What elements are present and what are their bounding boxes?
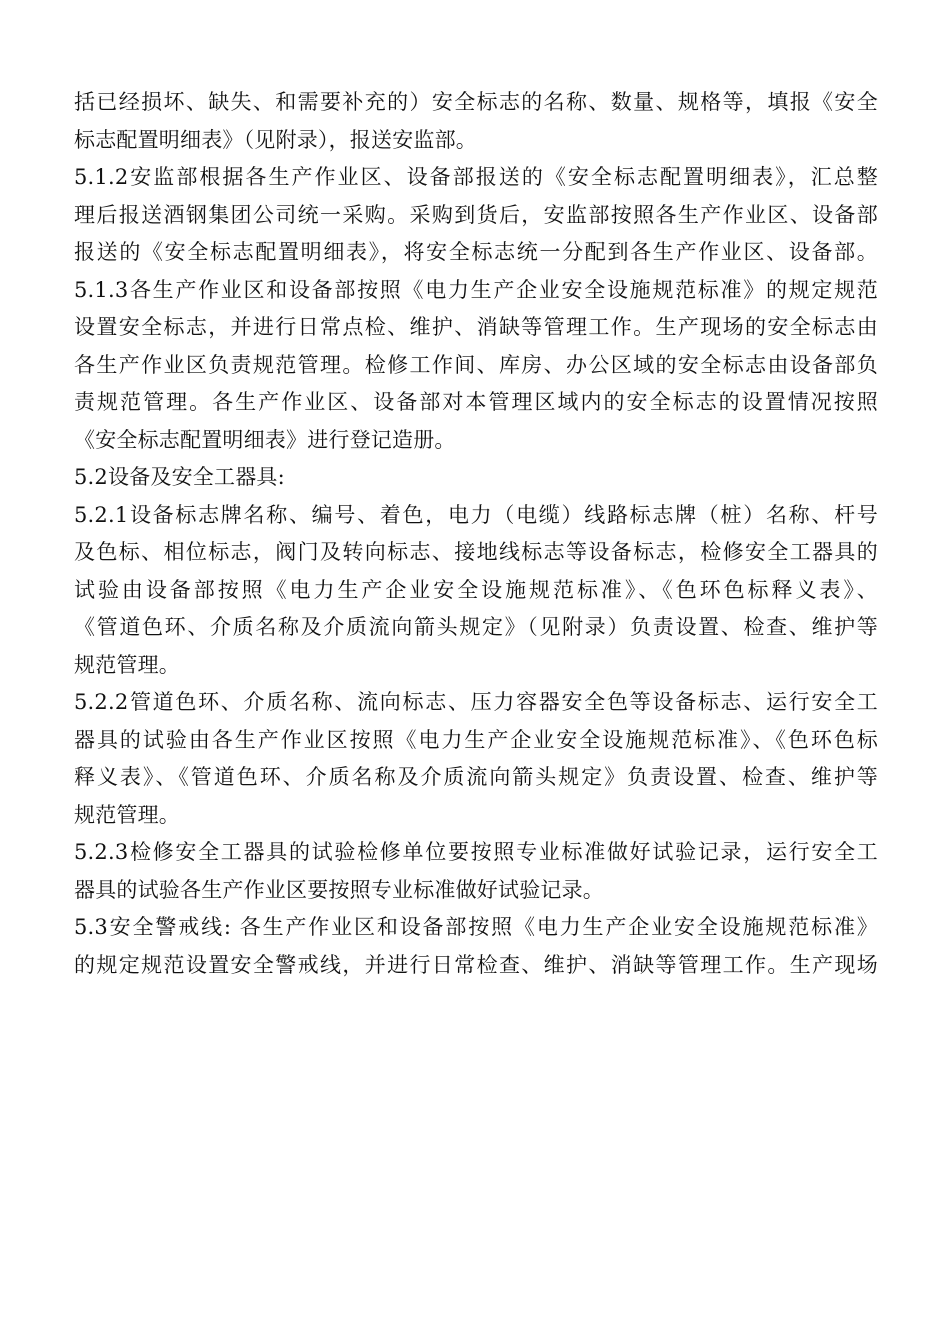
text-line: 5.3安全警戒线: 各生产作业区和设备部按照《电力生产企业安全设施规范标准》 [74,915,878,939]
text-line: 标志配置明细表》（见附录），报送安监部。 [74,127,477,152]
document-page [74,84,878,984]
text-line: 5.1.3各生产作业区和设备部按照《电力生产企业安全设施规范标准》的规定规范 [74,277,878,302]
text-line: 报送的《安全标志配置明细表》，将安全标志统一分配到各生产作业区、设备部。 [74,240,878,264]
text-line: 《安全标志配置明细表》进行登记造册。 [74,427,456,452]
text-line: 5.2.3检修安全工器具的试验检修单位要按照专业标准做好试验记录，运行安全工 [74,840,878,864]
text-line: 器具的试验由各生产作业区按照《电力生产企业安全设施规范标准》、《色环色标 [74,727,878,752]
text-line: 及色标、相位标志，阀门及转向标志、接地线标志等设备标志，检修安全工器具的 [74,540,878,564]
text-line: 器具的试验各生产作业区要按照专业标准做好试验记录。 [74,877,604,902]
text-line: 5.2.1设备标志牌名称、编号、着色，电力（电缆）线路标志牌（桩）名称、杆号 [74,502,878,527]
text-line: 规范管理。 [74,652,180,677]
section-heading: 5.2设备及安全工器具: [74,465,285,489]
text-line: 释义表》、《管道色环、介质名称及介质流向箭头规定》负责设置、检查、维护等 [74,765,878,789]
text-line: 理后报送酒钢集团公司统一采购。采购到货后，安监部按照各生产作业区、设备部 [74,202,878,227]
text-line: 的规定规范设置安全警戒线，并进行日常检查、维护、消缺等管理工作。生产现场 [74,952,878,977]
text-line: 《管道色环、介质名称及介质流向箭头规定》（见附录）负责设置、检查、维护等 [74,615,878,639]
text-line: 责规范管理。各生产作业区、设备部对本管理区域内的安全标志的设置情况按照 [74,390,878,414]
text-line: 5.1.2安监部根据各生产作业区、设备部报送的《安全标志配置明细表》，汇总整 [74,165,878,189]
text-line: 5.2.2管道色环、介质名称、流向标志、压力容器安全色等设备标志、运行安全工 [74,690,878,714]
text-line: 括已经损坏、缺失、和需要补充的）安全标志的名称、数量、规格等，填报《安全 [74,90,878,114]
text-line: 试验由设备部按照《电力生产企业安全设施规范标准》、《色环色标释义表》、 [74,577,878,602]
text-line: 各生产作业区负责规范管理。检修工作间、库房、办公区域的安全标志由设备部负 [74,352,878,377]
text-line: 规范管理。 [74,802,180,827]
text-line: 设置安全标志，并进行日常点检、维护、消缺等管理工作。生产现场的安全标志由 [74,315,878,339]
